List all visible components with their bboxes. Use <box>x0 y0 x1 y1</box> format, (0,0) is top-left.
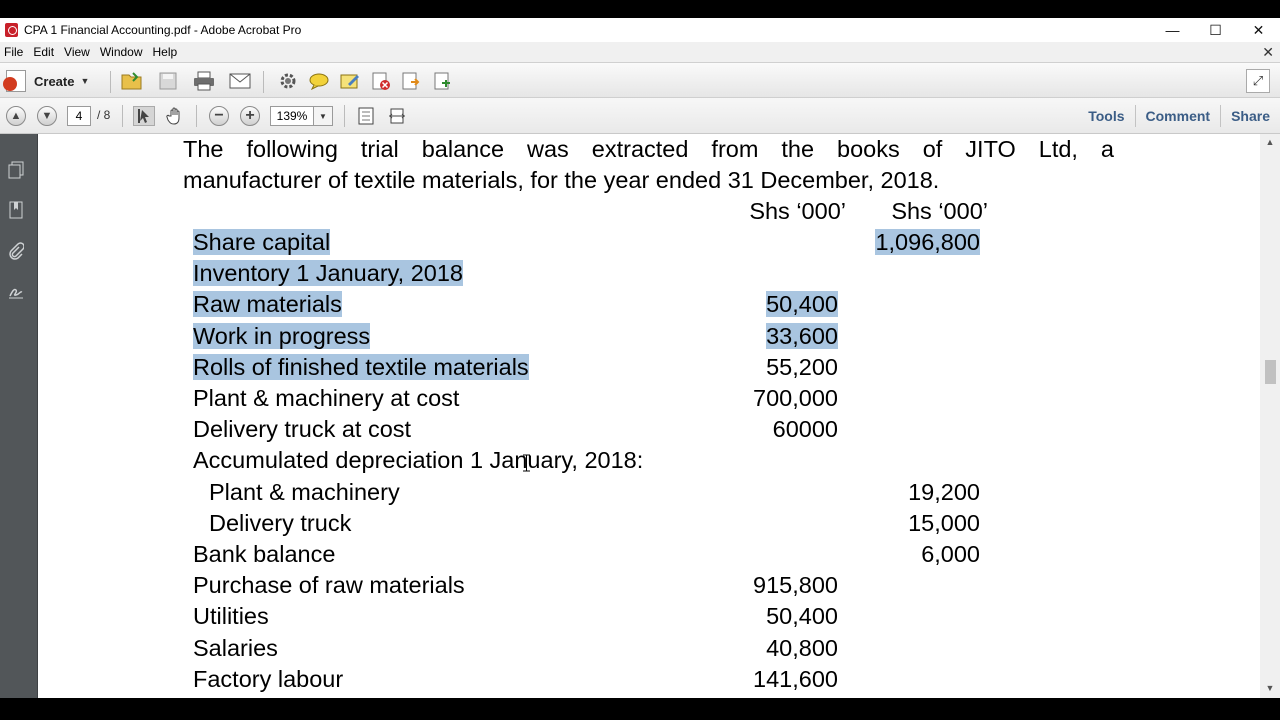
redact-icon[interactable] <box>370 70 392 92</box>
arrow-up-icon: ▲ <box>10 110 22 122</box>
vertical-scrollbar[interactable] <box>1260 134 1280 698</box>
navigation-toolbar <box>0 98 1280 134</box>
tab-tools[interactable]: Tools <box>1088 108 1125 124</box>
plus-icon: + <box>245 107 255 124</box>
scroll-up-icon[interactable]: ▲ <box>1265 137 1275 147</box>
row-label: Bank balance <box>193 541 336 567</box>
row-debit: 50,400 <box>766 291 838 317</box>
toolbar-divider <box>344 105 345 127</box>
row-label: Utilities <box>193 603 269 629</box>
row-debit: 33,600 <box>766 323 838 349</box>
next-page-button[interactable] <box>37 106 57 126</box>
row-credit: 1,096,800 <box>875 229 980 255</box>
page-number-input[interactable]: 4 <box>67 106 91 126</box>
open-folder-icon[interactable] <box>121 70 143 92</box>
row-label: Factory labour <box>193 666 344 692</box>
cursor-select-icon <box>137 108 151 124</box>
screen-bottom-edge <box>0 698 1280 720</box>
acrobat-pdf-icon <box>5 23 18 37</box>
column-header-credit: Shs ‘000’ <box>891 198 988 224</box>
minus-icon: − <box>214 107 224 124</box>
zoom-in-button[interactable] <box>240 106 260 126</box>
menu-edit[interactable]: Edit <box>33 45 55 59</box>
comment-icon[interactable] <box>308 70 330 92</box>
arrow-down-icon: ▼ <box>41 110 53 122</box>
row-label: Work in progress <box>193 323 371 349</box>
fit-page-button[interactable] <box>355 106 377 126</box>
hand-tool-button[interactable] <box>164 106 186 126</box>
text-cursor-icon <box>523 454 530 472</box>
menu-help[interactable]: Help <box>152 45 178 59</box>
row-label: Rolls of finished textile materials <box>193 354 529 380</box>
page-thumbnails-icon[interactable] <box>7 160 25 180</box>
window-controls <box>1151 18 1280 42</box>
hand-icon <box>166 107 184 125</box>
zoom-level-input[interactable]: 139% <box>270 106 314 126</box>
minimize-button[interactable]: — <box>1165 22 1180 38</box>
row-debit: 50,400 <box>766 603 838 629</box>
close-button[interactable]: ✕ <box>1252 21 1265 38</box>
row-label: Delivery truck at cost <box>193 416 412 442</box>
tab-share[interactable]: Share <box>1231 108 1270 124</box>
row-label: Purchase of raw materials <box>193 572 465 598</box>
expand-arrows-icon: ⤢ <box>1252 73 1264 88</box>
select-tool-button[interactable] <box>133 106 155 126</box>
export-icon[interactable] <box>400 70 422 92</box>
toolbar-divider <box>196 105 197 127</box>
highlight-icon[interactable] <box>339 70 361 92</box>
row-label: Accumulated depreciation 1 January, 2018: <box>193 447 644 473</box>
row-debit: 40,800 <box>766 635 838 661</box>
signatures-icon[interactable] <box>7 281 25 301</box>
row-label: Plant & machinery at cost <box>193 385 460 411</box>
row-debit: 915,800 <box>753 572 838 598</box>
gear-icon[interactable] <box>277 70 299 92</box>
scroll-down-icon[interactable]: ▼ <box>1265 683 1275 693</box>
intro-paragraph-line-1: The following trial balance was extracted from the books of JITO Ltd, a <box>183 136 1114 162</box>
row-label: Plant & machinery <box>209 479 400 505</box>
intro-paragraph-line-2: manufacturer of textile materials, for the year ended 31 December, 2018. <box>183 167 940 193</box>
page-total: / 8 <box>97 108 111 122</box>
row-label: Share capital <box>193 229 331 255</box>
bookmarks-icon[interactable] <box>7 200 25 220</box>
create-button[interactable] <box>6 69 89 93</box>
menu-file[interactable]: File <box>4 45 24 59</box>
title-bar <box>0 18 1280 42</box>
row-label: Inventory 1 January, 2018 <box>193 260 463 286</box>
navigation-pane <box>0 134 38 698</box>
close-document-icon[interactable]: ✕ <box>1262 44 1274 60</box>
menu-window[interactable]: Window <box>99 45 143 59</box>
window-title: CPA 1 Financial Accounting.pdf - Adobe Acrobat Pro <box>24 23 302 37</box>
row-debit: 55,200 <box>766 354 838 380</box>
row-label: Delivery truck <box>209 510 352 536</box>
maximize-button[interactable]: ☐ <box>1209 21 1222 38</box>
previous-page-button[interactable] <box>6 106 26 126</box>
fit-width-icon <box>388 107 406 125</box>
expand-view-button[interactable] <box>1246 69 1270 93</box>
task-pane-tabs <box>1078 98 1280 134</box>
fit-page-icon <box>357 107 375 125</box>
chevron-down-icon: ▼ <box>319 111 327 121</box>
attachments-icon[interactable] <box>7 241 25 261</box>
menu-bar <box>0 42 1280 62</box>
chevron-down-icon: ▼ <box>80 76 90 86</box>
zoom-dropdown-button[interactable] <box>313 106 333 126</box>
row-credit: 6,000 <box>921 541 980 567</box>
row-label: Raw materials <box>193 291 342 317</box>
zoom-out-button[interactable] <box>209 106 229 126</box>
main-toolbar <box>0 62 1280 98</box>
row-credit: 19,200 <box>908 479 980 505</box>
toolbar-divider <box>110 71 111 93</box>
document-page[interactable] <box>38 134 1260 698</box>
row-debit: 141,600 <box>753 666 838 692</box>
acrobat-window <box>0 18 1280 698</box>
toolbar-divider <box>263 71 264 93</box>
tab-comment[interactable]: Comment <box>1145 108 1211 124</box>
row-debit: 700,000 <box>753 385 838 411</box>
row-credit: 15,000 <box>908 510 980 536</box>
print-icon[interactable] <box>193 70 215 92</box>
row-debit: 60000 <box>772 416 838 442</box>
column-header-debit: Shs ‘000’ <box>749 198 846 224</box>
toolbar-divider <box>122 105 123 127</box>
menu-view[interactable]: View <box>64 45 90 59</box>
share-file-icon[interactable] <box>432 70 454 92</box>
email-icon[interactable] <box>229 70 251 92</box>
create-label: Create <box>34 73 75 89</box>
create-pdf-icon <box>6 70 26 92</box>
save-icon[interactable] <box>157 70 179 92</box>
scrollbar-thumb[interactable] <box>1265 360 1276 384</box>
fit-width-button[interactable] <box>386 106 408 126</box>
row-label: Salaries <box>193 635 278 661</box>
